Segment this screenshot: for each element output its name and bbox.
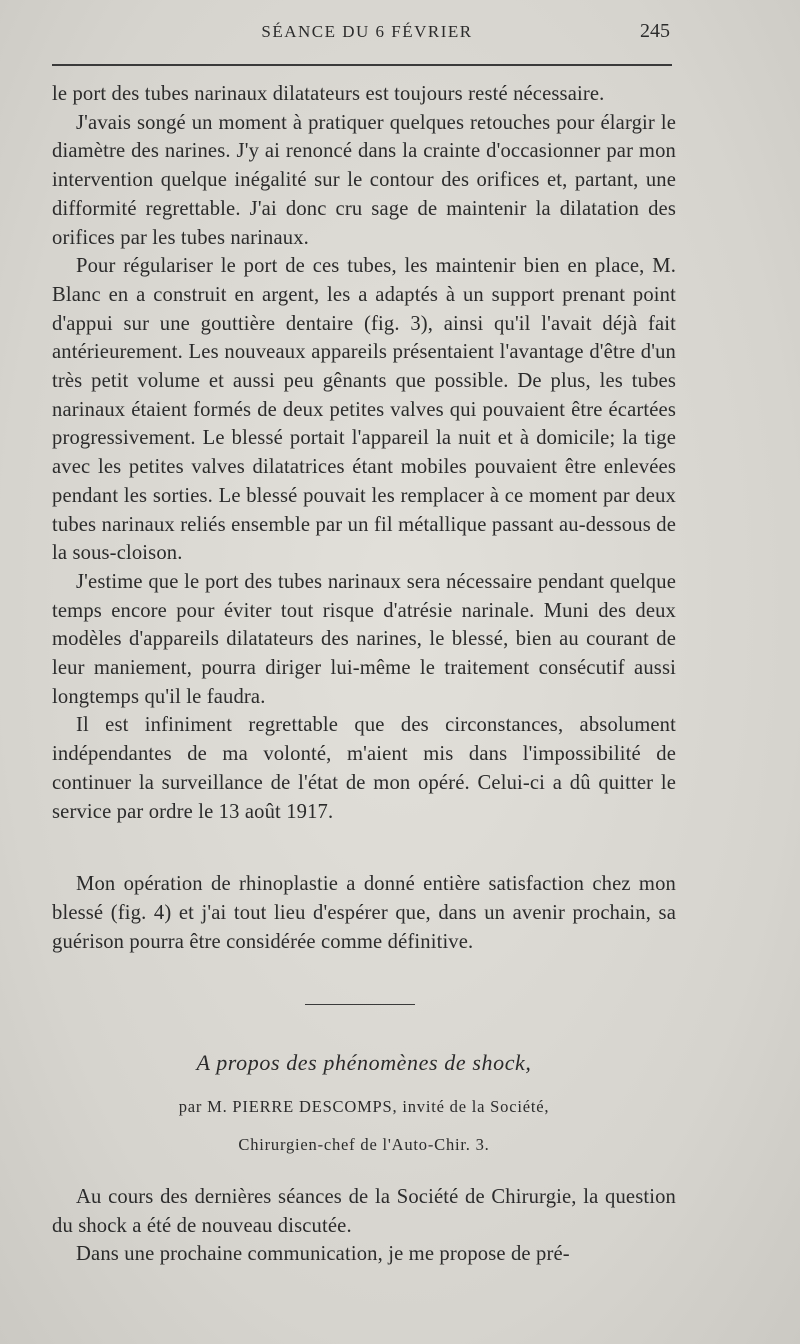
article-title: A propos des phénomènes de shock, <box>196 1050 532 1075</box>
paragraph-1: le port des tubes narinaux dilatateurs est toujours resté nécessaire. <box>52 83 605 105</box>
article-paragraph-1: Au cours des dernières séances de la Société de Chirurgie, la question du shock a été de nouveau discutée. <box>52 1186 676 1237</box>
paragraph-6: Mon opération de rhinoplastie a donné entière satisfaction chez mon blessé (fig. 4) et j'ai tout lieu d'espérer que, dans un avenir prochain, sa guérison pourra être considérée comme définitive. <box>52 873 676 953</box>
article-paragraph-2: Dans une prochaine communication, je me propose de pré- <box>76 1243 570 1266</box>
body-text <box>52 80 676 956</box>
section-divider <box>305 1004 415 1005</box>
paragraph-5: Il est infiniment regrettable que des circonstances, absolument indépendantes de ma volonté, m'aient mis dans l'impossibilité de continuer la surveillance de l'état de mon opéré. Celui-ci a dû quitter le service par ordre le 13 août 1917. <box>52 714 676 823</box>
article-byline: par M. PIERRE DESCOMPS, invité de la Société, <box>178 1097 550 1116</box>
article-body-text <box>52 1183 676 1269</box>
header-rule <box>52 64 672 66</box>
page-number: 245 <box>640 20 670 42</box>
running-head-title: SÉANCE DU 6 FÉVRIER <box>261 22 473 41</box>
running-head <box>52 20 682 46</box>
article-affiliation: Chirurgien-chef de l'Auto-Chir. 3. <box>238 1135 490 1154</box>
paragraph-4: J'estime que le port des tubes narinaux sera nécessaire pendant quelque temps encore pour éviter tout risque d'atrésie narinale. Muni des deux modèles d'appareils dilatateurs des narines, le blessé, bien au courant de leur maniement, pourra diriger lui-même le traitement consécutif aussi longtemps qu'il le faudra. <box>52 570 676 708</box>
paragraph-3: Pour régulariser le port de ces tubes, les maintenir bien en place, M. Blanc en a construit en argent, les a adaptés à un support prenant point d'appui sur une gouttière dentaire (fig. 3), ainsi qu'il l'avait déjà fait antérieurement. Les nouveaux appareils présentaient l'avantage d'être d'un très petit volume et aussi peu gênants que possible. De plus, les tubes narinaux étaient formés de deux petites valves qui pouvaient être écartées progressivement. Le blessé portait l'appareil la nuit et à domicile; la tige avec les petites valves dilatatrices étant mobiles pouvaient être enlevées pendant les sorties. Le blessé pouvait les remplacer à ce moment par deux tubes narinaux reliés ensemble par un fil métallique passant au-dessous de la sous-cloison. <box>52 255 676 565</box>
paragraph-2: J'avais songé un moment à pratiquer quelques retouches pour élargir le diamètre des narines. J'y ai renoncé dans la crainte d'occasionner par mon intervention quelque inégalité sur le contour des orifices et, partant, une difformité regrettable. J'ai donc cru sage de maintenir la dilatation des orifices par les tubes narinaux. <box>52 111 676 249</box>
